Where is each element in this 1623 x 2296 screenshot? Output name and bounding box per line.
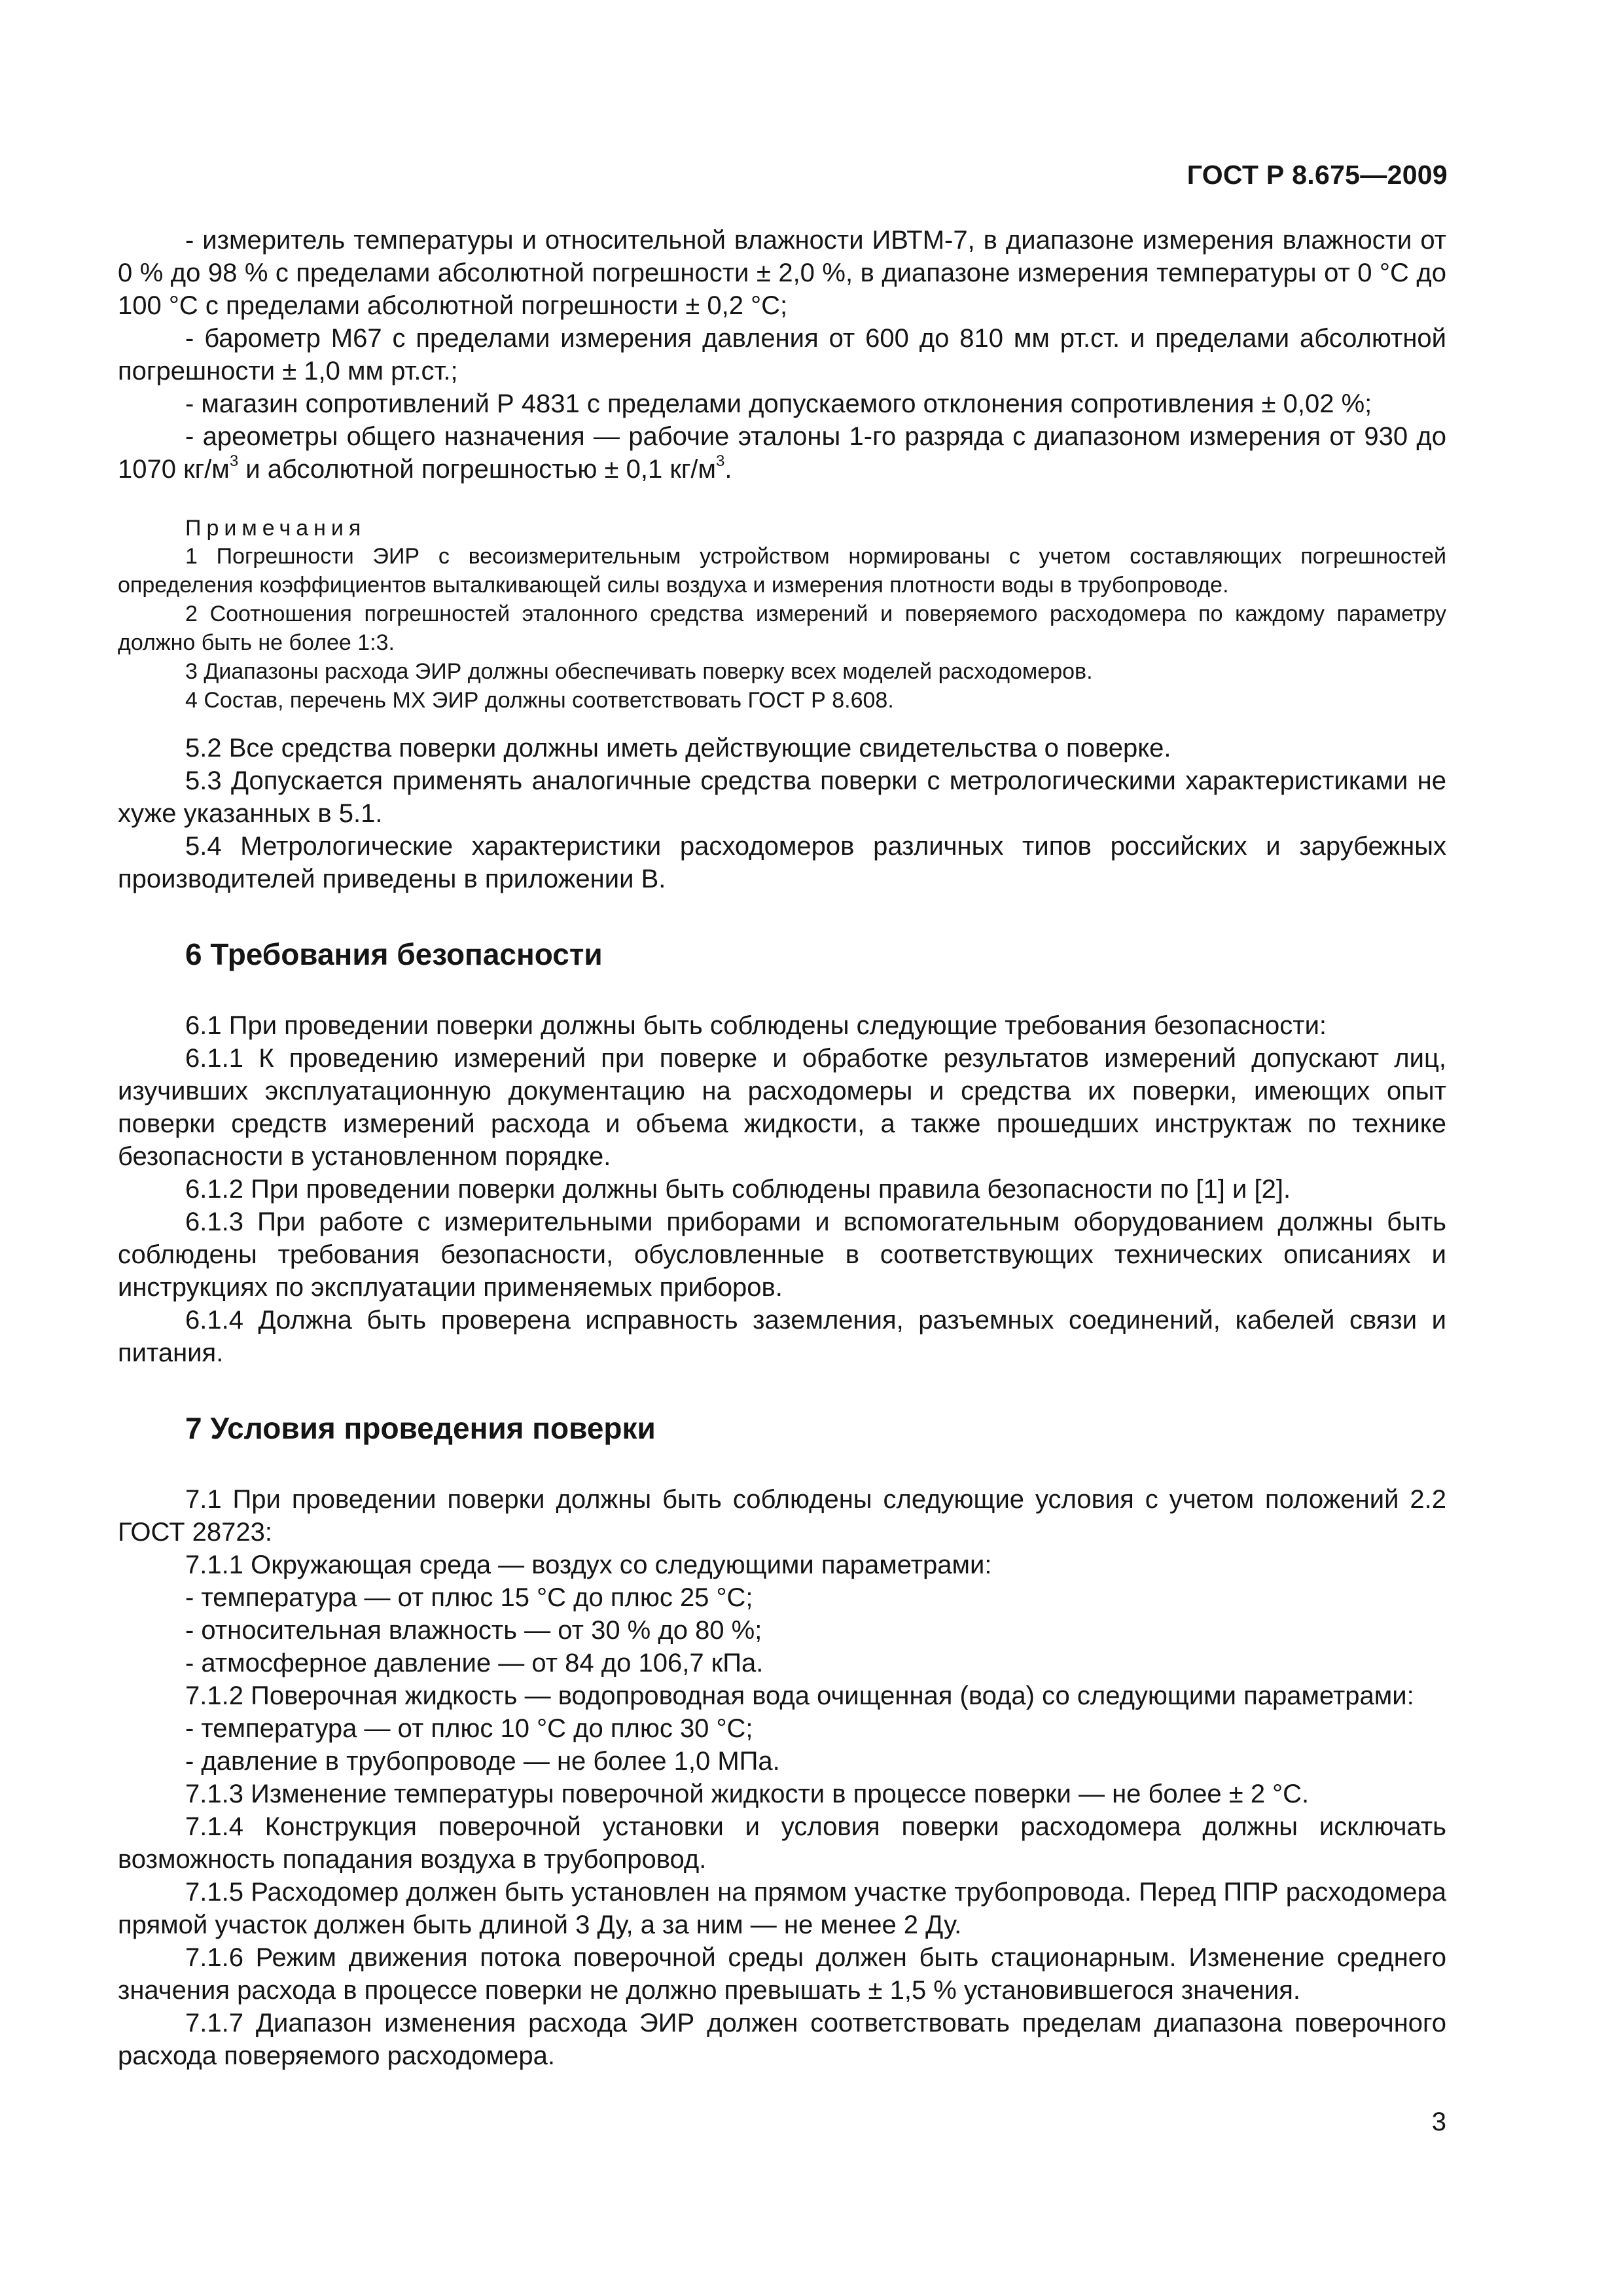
clause-5-2: 5.2 Все средства поверки должны иметь действующие свидетельства о поверке. <box>185 734 1171 762</box>
clause-7-1-1: 7.1.1 Окружающая среда — воздух со следующими параметрами: <box>185 1551 992 1579</box>
clause-6-1-2: 6.1.2 При проведении поверки должны быть соблюдены правила безопасности по [1] и [2]. <box>185 1175 1291 1204</box>
section-7-heading: 7 Условия проведения поверки <box>185 1411 656 1445</box>
clause-7-1: 7.1 При проведении поверки должны быть соблюдены следующие условия с учетом положений 2.2 ГОСТ 28723: <box>118 1485 1446 1547</box>
areometer-sup-1: 3 <box>229 452 239 470</box>
clause-7-1-5: 7.1.5 Расходомер должен быть установлен на прямом участке трубопровода. Перед ППР расходомера прямой участок должен быть длиной 3 Ду, а за ним — не менее 2 Ду. <box>118 1878 1446 1939</box>
note-item: 2 Соотношения погрешностей эталонного средства измерений и поверяемого расходомера по каждому параметру должно быть не более 1:3. <box>118 601 1446 655</box>
section-6-heading: 6 Требования безопасности <box>185 937 603 971</box>
list-item-barometer: - барометр М67 с пределами измерения давления от 600 до 810 мм рт.ст. и пределами абсолютной погрешности ± 1,0 мм рт.ст.; <box>118 324 1446 386</box>
clause-7-1-6: 7.1.6 Режим движения потока поверочной среды должен быть стационарным. Изменение среднего значения расхода в процессе поверки не должно превышать ± 1,5 % установившегося значения. <box>118 1943 1446 2005</box>
note-item: 1 Погрешности ЭИР с весоизмерительным устройством нормированы с учетом составляющих погрешностей определения коэффициентов выталкивающей силы воздуха и измерения плотности воды в трубопроводе. <box>118 544 1446 598</box>
list-item: - температура — от плюс 15 °С до плюс 25 °С; <box>185 1583 753 1612</box>
clause-7-1-3: 7.1.3 Изменение температуры поверочной жидкости в процессе поверки — не более ± 2 °С. <box>185 1780 1310 1808</box>
areometer-text-3: . <box>724 455 732 484</box>
list-item: - давление в трубопроводе — не более 1,0 МПа. <box>185 1747 780 1776</box>
clause-5-4: 5.4 Метрологические характеристики расходомеров различных типов российских и зарубежных производителей приведены в приложении В. <box>118 832 1446 893</box>
clause-7-1-7: 7.1.7 Диапазон изменения расхода ЭИР должен соответствовать пределам диапазона поверочного расхода поверяемого расходомера. <box>118 2009 1446 2070</box>
note-item: 4 Состав, перечень МХ ЭИР должны соответствовать ГОСТ Р 8.608. <box>185 688 894 713</box>
document-id-header: ГОСТ Р 8.675—2009 <box>1186 160 1448 190</box>
list-item-resistance-box: - магазин сопротивлений Р 4831 с пределами допускаемого отклонения сопротивления ± 0,02 %; <box>185 389 1372 418</box>
areometer-sup-2: 3 <box>716 452 725 470</box>
clause-7-1-2: 7.1.2 Поверочная жидкость — водопроводная вода очищенная (вода) со следующими параметрами: <box>185 1681 1414 1710</box>
clause-6-1-1: 6.1.1 К проведению измерений при поверке и обработке результатов измерений допускают лиц, изучивших эксплуатационную документацию на расходомеры и средства их поверки, имеющих опыт поверки средств измерений расхода и объема жидкости, а также прошедших инструктаж по технике безопасности в установленном порядке. <box>118 1044 1446 1171</box>
list-item-hygrometer: - измеритель температуры и относительной влажности ИВТМ-7, в диапазоне измерения влажности от 0 % до 98 % с пределами абсолютной погрешности ± 2,0 %, в диапазоне измерения температуры от 0 °С до 100 °С с пределами абсолютной погрешности ± 0,2 °С; <box>118 226 1446 320</box>
list-item: - относительная влажность — от 30 % до 80 %; <box>185 1616 762 1645</box>
clause-6-1-3: 6.1.3 При работе с измерительными приборами и вспомогательным оборудованием должны быть соблюдены требования безопасности, обусловленные в соответствующих технических описаниях и инструкциях по эксплуатации применяемых приборов. <box>118 1208 1446 1302</box>
list-item: - температура — от плюс 10 °С до плюс 30 °С; <box>185 1714 753 1743</box>
note-item: 3 Диапазоны расхода ЭИР должны обеспечивать поверку всех моделей расходомеров. <box>185 659 1093 684</box>
section-5-tail <box>118 732 1446 895</box>
areometer-text-1: - ареометры общего назначения — рабочие эталоны 1-го разряда с диапазоном измерения от 930 до 1070 кг/м <box>118 422 1446 484</box>
areometer-text-2: и абсолютной погрешностью ± 0,1 кг/м <box>238 455 717 484</box>
clause-6-1: 6.1 При проведении поверки должны быть соблюдены следующие требования безопасности: <box>185 1011 1327 1040</box>
page-number: 3 <box>1431 2108 1446 2136</box>
notes-block <box>118 514 1446 715</box>
page-content <box>118 224 1446 2072</box>
list-item: - атмосферное давление — от 84 до 106,7 кПа. <box>185 1649 764 1677</box>
clause-7-1-4: 7.1.4 Конструкция поверочной установки и условия поверки расходомера должны исключать возможность попадания воздуха в трубопровод. <box>118 1812 1446 1874</box>
list-item-areometers <box>118 420 1446 486</box>
clause-6-1-4: 6.1.4 Должна быть проверена исправность заземления, разъемных соединений, кабелей связи и питания. <box>118 1306 1446 1367</box>
notes-title: Примечания <box>185 516 366 541</box>
clause-5-3: 5.3 Допускается применять аналогичные средства поверки с метрологическими характеристиками не хуже указанных в 5.1. <box>118 766 1446 828</box>
